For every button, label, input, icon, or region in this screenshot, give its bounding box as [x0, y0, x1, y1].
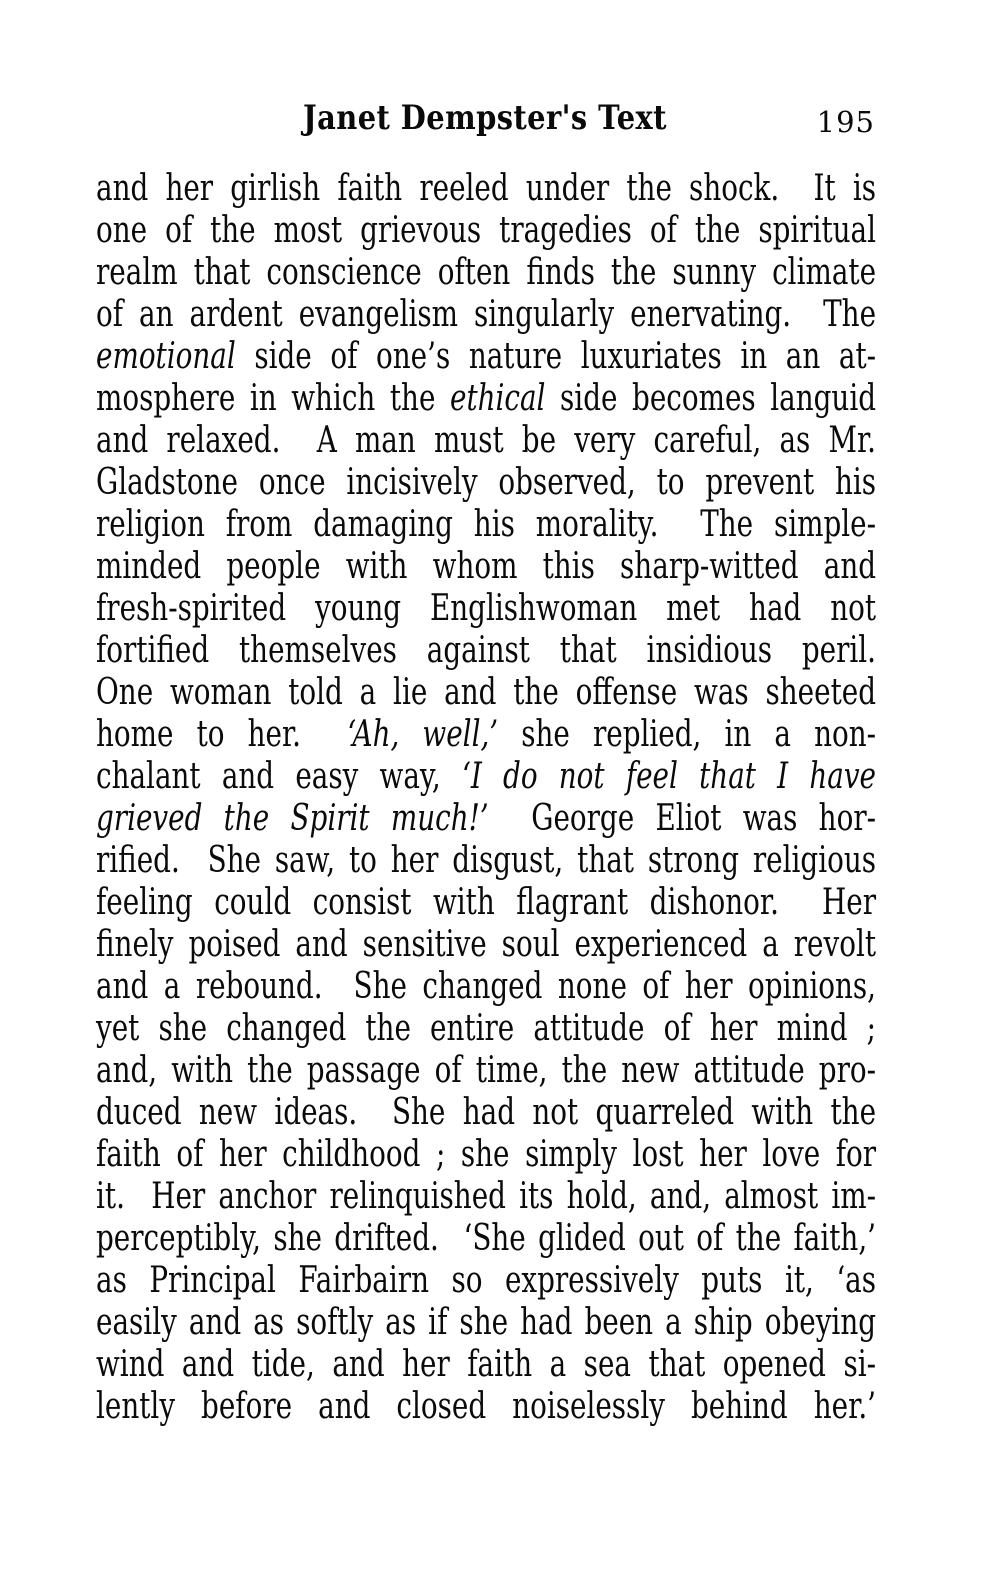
text-run: perceptibly, she drifted. ‘She glided out of the faith,’ [96, 1218, 877, 1259]
text-line [96, 882, 876, 924]
text-run: duced new ideas. She had not quarreled with the [96, 1092, 877, 1133]
text-run: feeling could consist with flagrant dishonor. Her [96, 882, 877, 923]
text-run: finely poised and sensitive soul experienced a revolt [96, 924, 877, 965]
body-text [96, 168, 876, 1428]
text-run: easily and as softly as if she had been a ship obeying [96, 1302, 877, 1343]
text-run: rified. She saw, to her disgust, that strong religious [96, 840, 877, 881]
text-run: and a rebound. She changed none of her opinions, [96, 966, 877, 1007]
text-run: lently before and closed noiselessly behind her.’ [96, 1386, 877, 1427]
text-run: realm that conscience often finds the sunny climate [96, 252, 877, 293]
text-run: faith of her childhood ; she simply lost her love for [96, 1134, 877, 1175]
text-run: George Eliot was hor- [488, 798, 877, 839]
text-run: yet she changed the entire attitude of her mind ; [96, 1008, 877, 1049]
text-run: one of the most grievous tragedies of the spiritual [96, 210, 877, 251]
text-line [96, 168, 876, 210]
text-line [96, 546, 876, 588]
text-line [96, 924, 876, 966]
text-run: home to her. [96, 714, 348, 755]
text-run: she replied, in a non- [498, 714, 877, 755]
text-line [96, 966, 876, 1008]
italic-run: emotional [96, 336, 236, 377]
text-line [96, 630, 876, 672]
text-run: One woman told a lie and the offense was sheeted [96, 672, 877, 713]
text-line [96, 336, 876, 378]
text-line [96, 1302, 876, 1344]
text-line [96, 1344, 876, 1386]
text-run: chalant and easy way, [96, 756, 462, 797]
text-line [96, 1260, 876, 1302]
text-run: and her girlish faith reeled under the shock. It is [96, 168, 877, 209]
text-line [96, 1092, 876, 1134]
text-run: wind and tide, and her faith a sea that opened si- [96, 1344, 877, 1385]
text-line [96, 588, 876, 630]
text-line [96, 1176, 876, 1218]
text-line [96, 798, 876, 840]
text-line [96, 1008, 876, 1050]
text-line [96, 672, 876, 714]
text-line [96, 1218, 876, 1260]
text-run: fortified themselves against that insidious peril. [96, 630, 877, 671]
text-line [96, 420, 876, 462]
text-line [96, 1386, 876, 1428]
italic-run: ‘Ah, well,’ [347, 714, 499, 755]
text-line [96, 1050, 876, 1092]
text-run: it. Her anchor relinquished its hold, and, almost im- [96, 1176, 877, 1217]
text-line [96, 294, 876, 336]
text-run: and, with the passage of time, the new attitude pro- [96, 1050, 877, 1091]
text-run: side of one’s nature luxuriates in an at- [235, 336, 877, 377]
text-run: and relaxed. A man must be very careful, as Mr. [96, 420, 877, 461]
text-run: of an ardent evangelism singularly enervating. The [96, 294, 877, 335]
text-run: side becomes languid [545, 378, 877, 419]
italic-run: grieved the Spirit much!’ [96, 798, 489, 839]
text-run: as Principal Fairbairn so expressively puts it, ‘as [96, 1260, 877, 1301]
text-run: religion from damaging his morality. The simple- [96, 504, 877, 545]
text-line [96, 756, 876, 798]
text-run: mosphere in which the [96, 378, 450, 419]
text-run: minded people with whom this sharp-witted and [96, 546, 877, 587]
text-run: Gladstone once incisively observed, to prevent his [96, 462, 877, 503]
page-number: 195 [816, 105, 875, 139]
text-line [96, 378, 876, 420]
italic-run: ‘I do not feel that I have [461, 756, 877, 797]
text-line [96, 210, 876, 252]
text-line [96, 714, 876, 756]
text-line [96, 504, 876, 546]
running-header-title: Janet Dempster's Text [303, 98, 667, 138]
text-line [96, 462, 876, 504]
text-line [96, 252, 876, 294]
text-run: fresh-spirited young Englishwoman met had not [96, 588, 877, 629]
text-line [96, 1134, 876, 1176]
text-line [96, 840, 876, 882]
italic-run: ethical [449, 378, 546, 419]
